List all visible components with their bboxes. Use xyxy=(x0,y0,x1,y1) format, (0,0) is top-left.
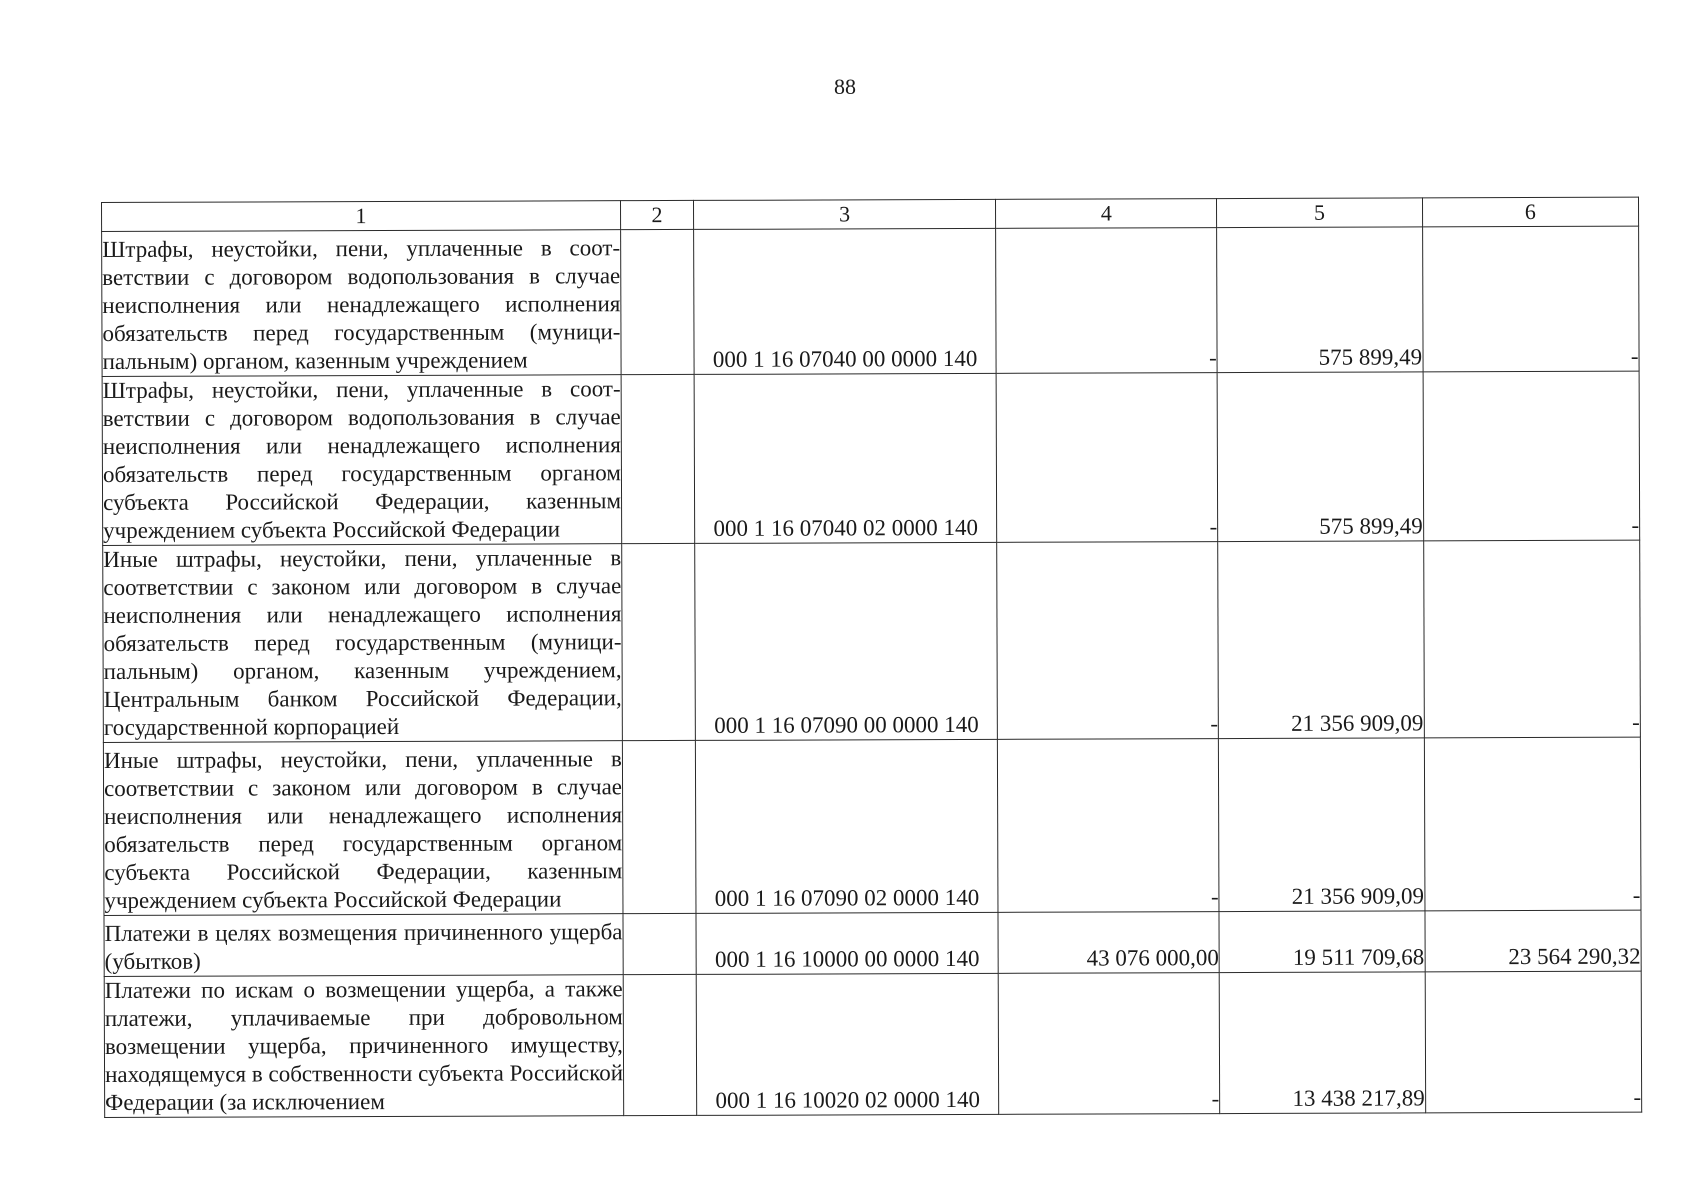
row-col5: 13 438 217,89 xyxy=(1219,972,1425,1114)
row-col2 xyxy=(622,543,696,740)
row-description: Штрафы, неустойки, пени, уплаченные в соответствии с договором водопользования в случае неисполнения или ненадлежащего исполнения обязательств перед государственным органом субъекта Российской Федерации, казенным учреждением субъекта Российской Федерации xyxy=(102,375,622,546)
row-col6: 23 564 290,32 xyxy=(1425,910,1642,972)
row-col6: - xyxy=(1425,971,1642,1113)
row-description: Платежи по искам о возмещении ущерба, а также платежи, уплачиваемые при добровольном возмещении ущерба, причиненного имуществу, находящемуся в собственности субъекта Российской Федерации (за исключением xyxy=(104,975,623,1118)
row-col4: - xyxy=(997,542,1219,740)
row-code: 000 1 16 07090 02 0000 140 xyxy=(695,739,998,913)
table-row xyxy=(104,971,1641,1117)
row-col6: - xyxy=(1423,371,1640,541)
table-row xyxy=(104,910,1641,976)
row-col2 xyxy=(623,913,696,974)
row-col4: - xyxy=(998,739,1219,913)
header-col-2: 2 xyxy=(620,200,693,229)
header-col-6: 6 xyxy=(1422,197,1639,227)
row-col6: - xyxy=(1422,226,1639,372)
row-col5: 21 356 909,09 xyxy=(1219,738,1425,912)
row-col6: - xyxy=(1424,737,1641,911)
header-col-4: 4 xyxy=(996,199,1217,229)
table-row xyxy=(102,371,1640,545)
row-col2 xyxy=(621,229,694,374)
row-col5: 19 511 709,68 xyxy=(1219,911,1425,973)
table-row xyxy=(103,540,1641,742)
table-row xyxy=(102,226,1639,376)
row-code: 000 1 16 07090 00 0000 140 xyxy=(695,542,998,740)
header-col-1: 1 xyxy=(102,201,621,232)
table-row xyxy=(103,737,1641,915)
header-col-5: 5 xyxy=(1217,198,1422,228)
revenue-table xyxy=(101,197,1642,1118)
row-col2 xyxy=(623,974,696,1115)
row-col5: 575 899,49 xyxy=(1217,227,1423,373)
row-col4: - xyxy=(996,373,1217,543)
row-col4: - xyxy=(999,973,1220,1115)
row-col4: - xyxy=(996,228,1217,374)
row-code: 000 1 16 07040 00 0000 140 xyxy=(693,228,996,374)
row-code: 000 1 16 07040 02 0000 140 xyxy=(694,373,997,543)
row-col5: 575 899,49 xyxy=(1217,372,1423,542)
row-col4: 43 076 000,00 xyxy=(998,912,1219,974)
row-col2 xyxy=(621,374,694,543)
row-description: Иные штрафы, неустойки, пени, уплаченные в соответствии с законом или договором в случае неисполнения или ненадлежащего исполнения обязательств перед государственным (муниципальным) органом, казенным учреждением, Центральным банком Российской Федерации, государственной корпорацией xyxy=(103,544,623,743)
row-col2 xyxy=(622,740,695,913)
header-col-3: 3 xyxy=(693,199,996,229)
row-col5: 21 356 909,09 xyxy=(1218,541,1424,739)
row-code: 000 1 16 10000 00 0000 140 xyxy=(696,912,999,974)
page-number: 88 xyxy=(834,74,856,99)
row-description: Штрафы, неустойки, пени, уплаченные в соответствии с договором водопользования в случае неисполнения или ненадлежащего исполнения обязательств перед государственным (муниципальным) органом, казенным учреждением xyxy=(102,230,621,377)
row-code: 000 1 16 10020 02 0000 140 xyxy=(696,973,999,1115)
row-description: Платежи в целях возмещения причиненного ущерба (убытков) xyxy=(104,914,623,977)
row-col6: - xyxy=(1423,540,1640,738)
row-description: Иные штрафы, неустойки, пени, уплаченные в соответствии с законом или договором в случае неисполнения или ненадлежащего исполнения обязательств перед государственным органом субъекта Российской Федерации, казенным учреждением субъекта Российской Федерации xyxy=(103,741,623,916)
